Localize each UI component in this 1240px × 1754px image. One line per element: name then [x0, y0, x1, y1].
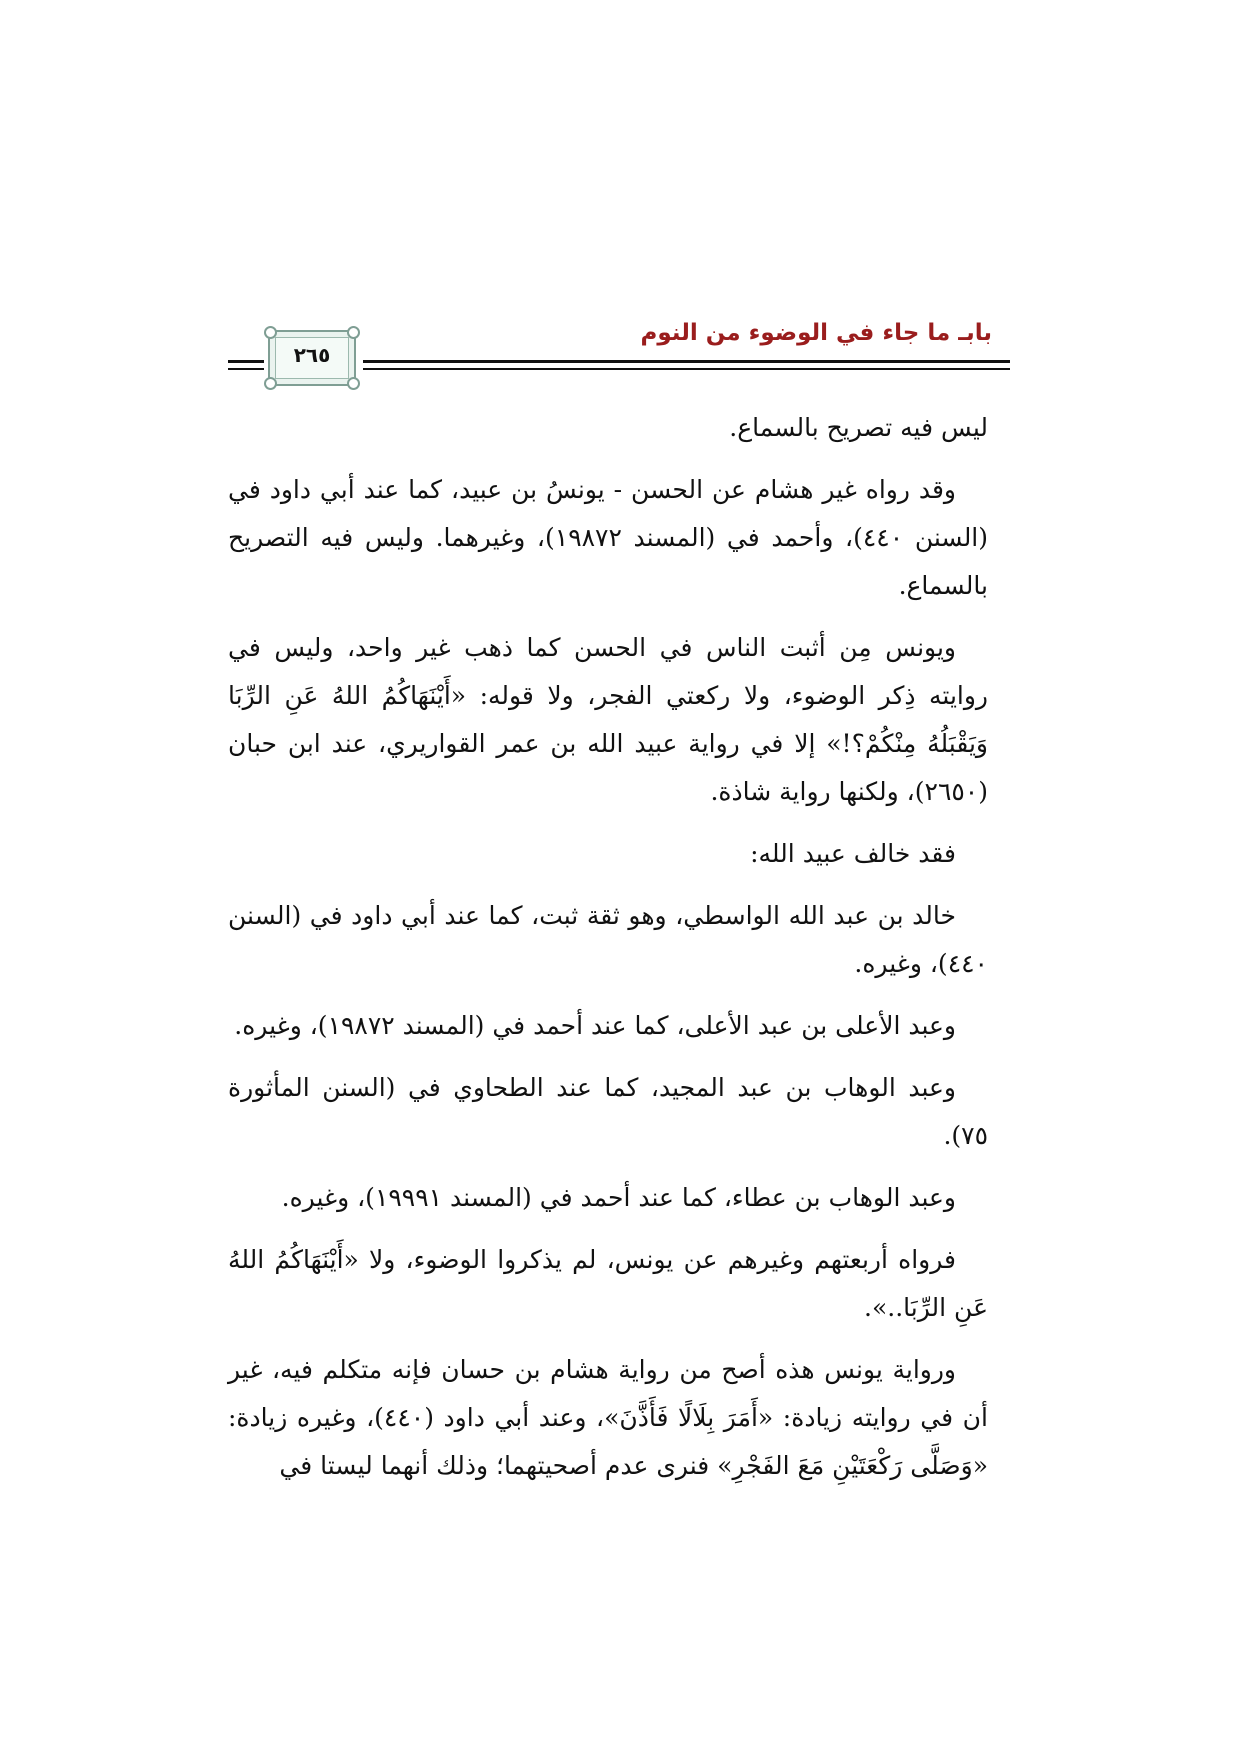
badge-corner-ornament — [264, 326, 277, 339]
paragraph: وعبد الوهاب بن عطاء، كما عند أحمد في (المسند ١٩٩٩١)، وغيره. — [281, 1183, 956, 1212]
badge-corner-ornament — [264, 377, 277, 390]
running-header — [228, 318, 1010, 388]
paragraph: ويونس مِن أثبت الناس في الحسن كما ذهب غير واحد، وليس في روايته ذِكر الوضوء، ولا ركعتي الفجر، ولا قوله: «أَيْنَهَاكُمُ اللهُ عَنِ الرِّبَا وَيَقْبَلُهُ مِنْكُمْ؟!» إلا في رواية عبيد الله بن عمر القواريري، عند ابن حبان (٢٦٥٠)، ولكنها رواية شاذة. — [228, 633, 988, 806]
page-number: ٢٦٥ — [293, 343, 331, 367]
paragraph: فرواه أربعتهم وغيرهم عن يونس، لم يذكروا الوضوء، ولا «أَيْنَهَاكُمُ اللهُ عَنِ الرِّبَا..». — [228, 1245, 988, 1322]
badge-corner-ornament — [347, 326, 360, 339]
chapter-title: بابـ ما جاء في الوضوء من النوم — [640, 320, 992, 346]
paragraph: وقد رواه غير هشام عن الحسن - يونسُ بن عبيد، كما عند أبي داود في (السنن ٤٤٠)، وأحمد في (المسند ١٩٨٧٢)، وغيرهما. وليس فيه التصريح بالسماع. — [228, 475, 989, 600]
paragraph: وعبد الوهاب بن عبد المجيد، كما عند الطحاوي في (السنن المأثورة ٧٥). — [228, 1073, 988, 1150]
paragraph: ليس فيه تصريح بالسماع. — [729, 413, 988, 442]
page-number-badge — [268, 330, 356, 386]
header-rule — [228, 360, 264, 363]
paragraph: فقد خالف عبيد الله: — [750, 839, 956, 868]
paragraph: ورواية يونس هذه أصح من رواية هشام بن حسان فإنه متكلم فيه، غير أن في روايته زيادة: «أَمَرَ بِلَالًا فَأَذَّنَ»، وعند أبي داود (٤٤٠)، وغيره زيادة: «وَصَلَّى رَكْعَتَيْنِ مَعَ الفَجْرِ» فنرى عدم أصحيتهما؛ وذلك أنهما ليستا في — [228, 1355, 988, 1480]
badge-corner-ornament — [347, 377, 360, 390]
header-rule — [363, 360, 1010, 363]
header-rule — [228, 368, 264, 370]
header-rule — [363, 368, 1010, 370]
paragraph: وعبد الأعلى بن عبد الأعلى، كما عند أحمد في (المسند ١٩٨٧٢)، وغيره. — [234, 1011, 956, 1040]
body-text — [228, 404, 988, 1490]
paragraph: خالد بن عبد الله الواسطي، وهو ثقة ثبت، كما عند أبي داود في (السنن ٤٤٠)، وغيره. — [228, 901, 988, 978]
